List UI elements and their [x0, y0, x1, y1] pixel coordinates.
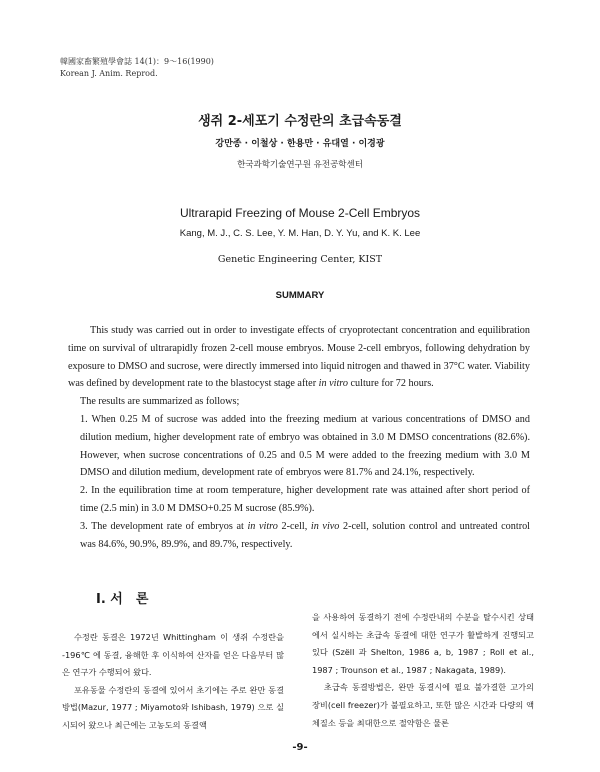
body-column-right [312, 609, 534, 732]
korean-title: 생쥐 2-세포기 수정란의 초급속동결 [198, 114, 402, 129]
intro-paragraph-continued: 을 사용하여 동결하기 전에 수정란내의 수분을 탈수시킨 상태에서 실시하는 초급속 동결에 대한 연구가 활발하게 진행되고 있다 (Szëll 과 Shelton, 1986 a, b, 1987 ; Roll et al., 1987 ; Trounson et al., 1987 ; Nakagata, 1989). [312, 612, 534, 675]
point-3-italic-1: in vitro [247, 520, 278, 532]
summary-heading: SUMMARY [275, 290, 325, 301]
journal-citation-english: Korean J. Anim. Reprod. [60, 69, 158, 78]
body-column-left [62, 629, 284, 735]
journal-header [60, 56, 214, 80]
korean-authors: 강만종 · 이철상 · 한용만 · 유대열 · 이경광 [215, 139, 385, 149]
point-3-italic-2: in vivo [310, 520, 340, 532]
summary-point-1: 1. When 0.25 M of sucrose was added into the freezing medium at various concentrations of DMSO and dilution medium, higher development rate of embryo was obtained in 3.0 M DMSO concentrations (82.6%). However, when sucrose concentrations of 0.25 and 0.5 M were added to the freezing medium with 3.0 M DMSO and dilution medium, development rate of embryos were 81.7% and 24.1%, respectively. [80, 413, 530, 479]
summary-results-intro: The results are summarized as follows; [80, 396, 240, 408]
summary-intro-text: This study was carried out in order to investigate effects of cryoprotectant concentration and equilibration time on survival of ultrarapidly frozen 2-cell mouse embryos. Mouse 2-cell embryos, following dehydration by exposure to DMSO and sucrose, were directly immersed into liquid nitrogen and thawed in 37°C water. Viability was defined by development rate to the blastocyst stage after [68, 325, 530, 390]
summary-intro-italic: in vitro [318, 378, 348, 390]
page-number: -9- [292, 742, 308, 753]
korean-affiliation: 한국과학기술연구원 유전공학센터 [237, 160, 363, 170]
english-title: Ultrarapid Freezing of Mouse 2-Cell Embryos [179, 206, 421, 220]
journal-citation-korean: 韓國家畜繁殖學會誌 14(1)：9～16(1990) [60, 57, 214, 66]
point-3-text-a: 3. The development rate of embryos at [80, 520, 244, 532]
intro-paragraph-3: 초급속 동결방법은, 완만 동결시에 필요 불가결한 고가의 장비(cell freezer)가 불필요하고, 또한 많은 시간과 다량의 액체질소 등을 최대한으로 절약함은 물론 [312, 682, 534, 728]
summary-intro-text-end: culture for 72 hours. [350, 378, 434, 390]
summary-intro [68, 322, 530, 393]
intro-paragraph-2: 포유동물 수정란의 동결에 있어서 초기에는 주로 완만 동결방법(Mazur, 1977 ; Miyamoto와 Ishibash, 1979) 으로 실시되어 왔으나 최근에는 고농도의 동결액 [62, 684, 284, 730]
english-authors: Kang, M. J., C. S. Lee, Y. M. Han, D. Y. Yu, and K. K. Lee [179, 228, 421, 239]
summary-body [68, 322, 530, 553]
english-affiliation: Genetic Engineering Center, KIST [217, 254, 383, 265]
point-3-text-b: 2-cell, [281, 520, 308, 532]
summary-point-2: 2. In the equilibration time at room temperature, higher development rate was attained after short period of time (2.5 min) in 3.0 M DMSO+0.25 M sucrose (85.9%). [80, 485, 530, 514]
point-3-text-c: 2-cell, solution control and untreated control was 84.6%, 90.9%, 89.9%, and 89.7%, respectively. [80, 520, 531, 550]
intro-paragraph-1: 수정란 동결은 1972년 Whittingham 이 생쥐 수정란을 -196℃ 에 동결, 융해한 후 이식하여 산자를 얻은 다음부터 많은 연구가 수행되어 왔다. [62, 632, 284, 678]
summary-point-3 [80, 518, 530, 554]
section-title-introduction: Ⅰ. 서 론 [96, 592, 149, 607]
